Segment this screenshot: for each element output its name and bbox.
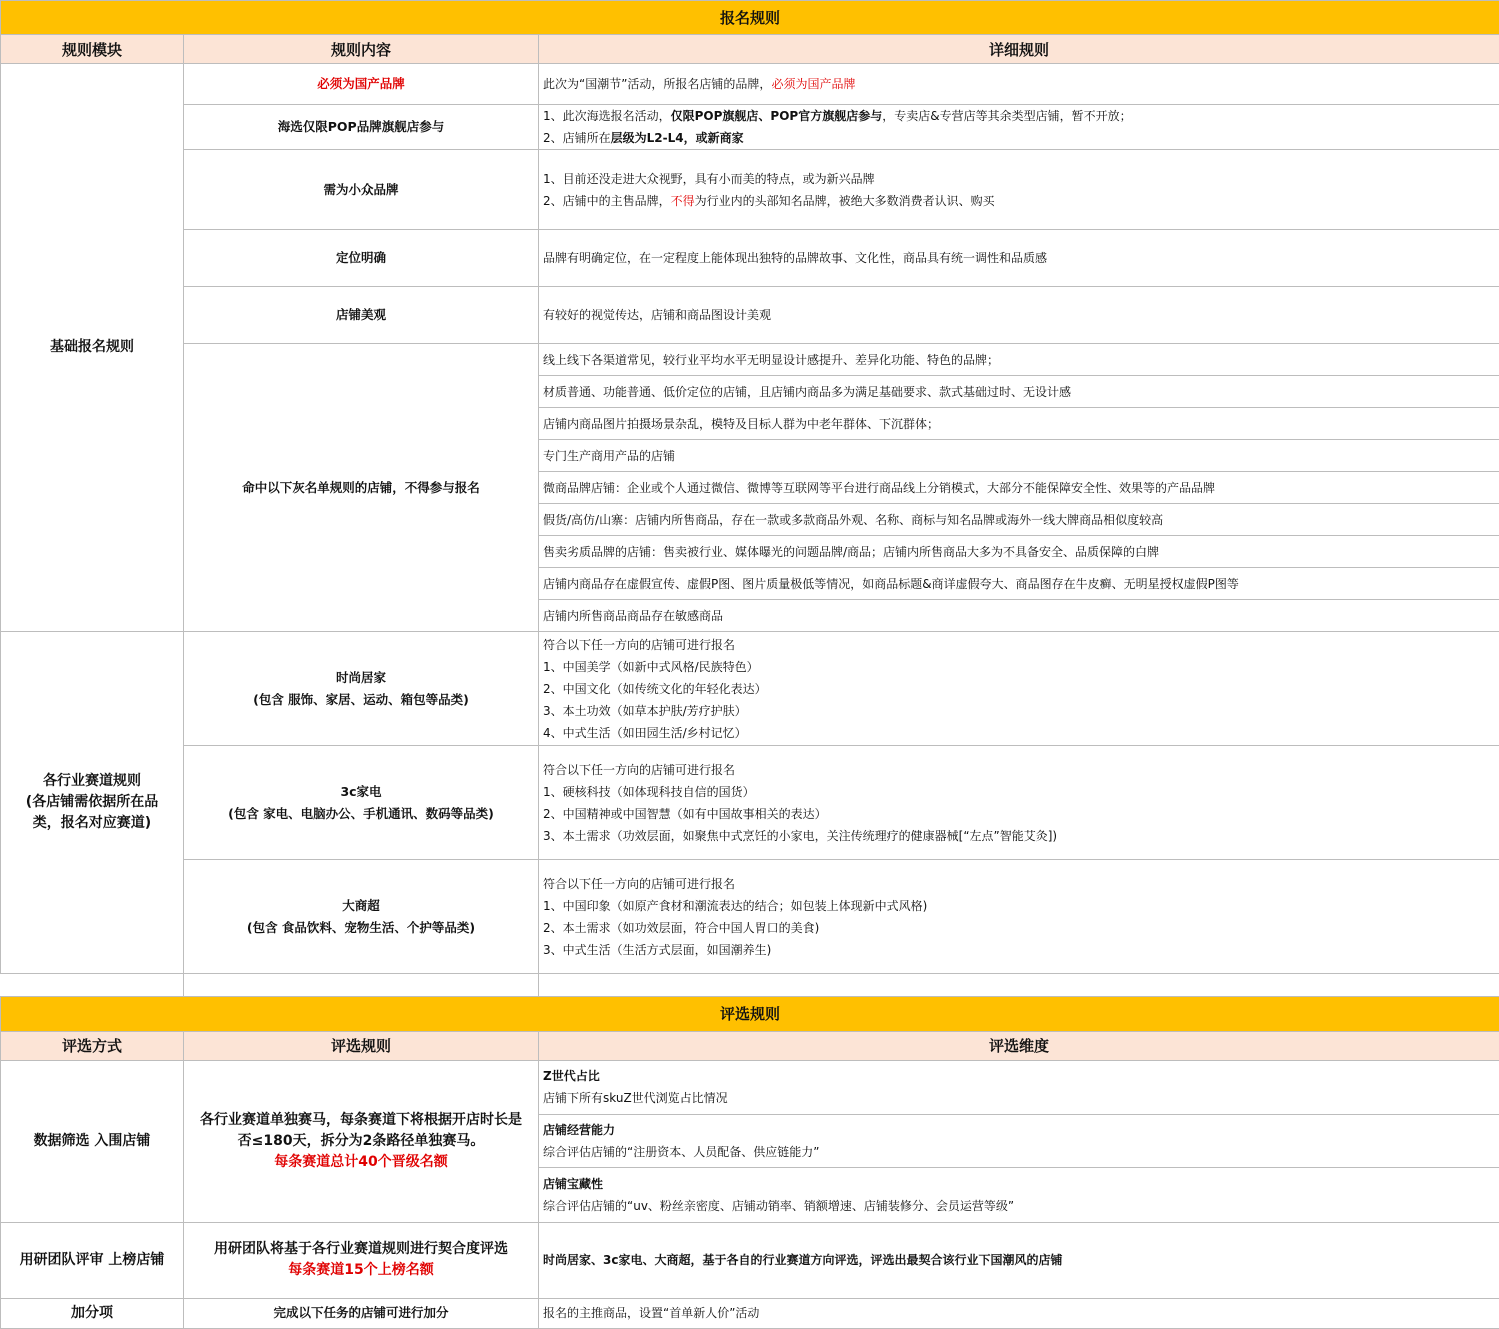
rule-store-look: 店铺美观: [184, 287, 539, 344]
blacklist-item: 店铺内所售商品商品存在敏感商品: [539, 600, 1499, 632]
dim-gen-z: Z世代占比 店铺下所有skuZ世代浏览占比情况: [539, 1060, 1499, 1114]
dim-operation: 店铺经营能力 综合评估店铺的“注册资本、人员配备、供应链能力”: [539, 1114, 1499, 1167]
blacklist-item: 线上线下各渠道常见，较行业平均水平无明显设计感提升、差异化功能、特色的品牌；: [539, 344, 1499, 376]
track-fashion-home-detail: 符合以下任一方向的店铺可进行报名 1、中国美学（如新中式风格/民族特色） 2、中国文化（如传统文化的年轻化表达） 3、本土功效（如草本护肤/芳疗护肤） 4、中式生活（如田园生活/乡村记忆）: [539, 632, 1499, 746]
dim-team-review: 时尚居家、3c家电、大商超，基于各自的行业赛道方向评选，评选出最契合该行业下国潮风的店铺: [539, 1222, 1499, 1298]
table-row: [1, 1222, 1499, 1298]
blacklist-item: 店铺内商品图片拍摄场景杂乱，模特及目标人群为中老年群体、下沉群体；: [539, 408, 1499, 440]
track-3c: 3c家电 (包含 家电、电脑办公、手机通讯、数码等品类): [184, 746, 539, 860]
col-header-method: 评选方式: [1, 1031, 184, 1060]
dim-bonus: 报名的主推商品，设置“首单新人价”活动: [539, 1298, 1499, 1328]
module-industry: 各行业赛道规则 (各店铺需依据所在品 类，报名对应赛道): [1, 632, 184, 974]
blacklist-item: 售卖劣质品牌的店铺：售卖被行业、媒体曝光的问题品牌/商品；店铺内所售商品大多为不具备安全、品质保障的白牌: [539, 536, 1499, 568]
col-header-rule: 规则内容: [184, 35, 539, 64]
blacklist-item: 专门生产商用产品的店铺: [539, 440, 1499, 472]
table-row: [1, 64, 1499, 105]
rule-domestic-brand: 必须为国产品牌: [184, 64, 539, 105]
module-basic: 基础报名规则: [1, 64, 184, 632]
detail-niche-brand: 1、目前还没走进大众视野，具有小而美的特点，或为新兴品牌 2、店铺中的主售品牌，不得为行业内的头部知名品牌，被绝大多数消费者认识、购买: [539, 150, 1499, 230]
rule-bonus: 完成以下任务的店铺可进行加分: [184, 1298, 539, 1328]
rule-team-review: 用研团队将基于各行业赛道规则进行契合度评选 每条赛道15个上榜名额: [184, 1222, 539, 1298]
track-supermarket: 大商超 (包含 食品饮料、宠物生活、个护等品类): [184, 860, 539, 974]
rule-niche-brand: 需为小众品牌: [184, 150, 539, 230]
track-3c-detail: 符合以下任一方向的店铺可进行报名 1、硬核科技（如体现科技自信的国货） 2、中国精神或中国智慧（如有中国故事相关的表达） 3、本土需求（功效层面，如聚焦中式烹饪的小家电，关注传统理疗的健康器械[“左点”智能艾灸]): [539, 746, 1499, 860]
detail-pop-flagship: 1、此次海选报名活动，仅限POP旗舰店、POP官方旗舰店参与，专卖店&专营店等其余类型店铺，暂不开放； 2、店铺所在层级为L2-L4，或新商家: [539, 105, 1499, 150]
selection-rules-table: [0, 996, 1499, 1329]
spacer-row: [1, 974, 1499, 996]
selection-title: 评选规则: [1, 996, 1499, 1031]
table-row: [1, 230, 1499, 287]
table-row: [1, 746, 1499, 860]
table-row: [1, 1298, 1499, 1328]
rule-pop-flagship: 海选仅限POP品牌旗舰店参与: [184, 105, 539, 150]
detail-store-look: 有较好的视觉传达，店铺和商品图设计美观: [539, 287, 1499, 344]
table-row: [1, 860, 1499, 974]
signup-title: 报名规则: [1, 1, 1499, 35]
detail-domestic-brand: 此次为“国潮节”活动，所报名店铺的品牌，必须为国产品牌: [539, 64, 1499, 105]
rule-data-screen: 各行业赛道单独赛马，每条赛道下将根据开店时长是 否≤180天，拆分为2条路径单独赛马。 每条赛道总计40个晋级名额: [184, 1060, 539, 1222]
rule-positioning: 定位明确: [184, 230, 539, 287]
blacklist-item: 微商品牌店铺：企业或个人通过微信、微博等互联网等平台进行商品线上分销模式，大部分不能保障安全性、效果等的产品品牌: [539, 472, 1499, 504]
table-row: [1, 287, 1499, 344]
table-row: [1, 105, 1499, 150]
method-data-screen: 数据筛选 入围店铺: [1, 1060, 184, 1222]
col-header-detail: 详细规则: [539, 35, 1499, 64]
blacklist-item: 店铺内商品存在虚假宣传、虚假P图、图片质量极低等情况，如商品标题&商详虚假夸大、商品图存在牛皮癣、无明星授权虚假P图等: [539, 568, 1499, 600]
table-row: [1, 632, 1499, 746]
blacklist-item: 材质普通、功能普通、低价定位的店铺，且店铺内商品多为满足基础要求、款式基础过时、无设计感: [539, 376, 1499, 408]
col-header-module: 规则模块: [1, 35, 184, 64]
blacklist-item: 假货/高仿/山寨：店铺内所售商品，存在一款或多款商品外观、名称、商标与知名品牌或海外一线大牌商品相似度较高: [539, 504, 1499, 536]
table-row: [1, 150, 1499, 230]
method-team-review: 用研团队评审 上榜店铺: [1, 1222, 184, 1298]
detail-positioning: 品牌有明确定位，在一定程度上能体现出独特的品牌故事、文化性，商品具有统一调性和品质感: [539, 230, 1499, 287]
rule-blacklist: 命中以下灰名单规则的店铺，不得参与报名: [184, 344, 539, 632]
dim-treasure: 店铺宝藏性 综合评估店铺的“uv、粉丝亲密度、店铺动销率、销额增速、店铺装修分、会员运营等级”: [539, 1167, 1499, 1222]
track-supermarket-detail: 符合以下任一方向的店铺可进行报名 1、中国印象（如原产食材和潮流表达的结合；如包装上体现新中式风格) 2、本土需求（如功效层面，符合中国人胃口的美食) 3、中式生活（生活方式层面，如国潮养生): [539, 860, 1499, 974]
method-bonus: 加分项: [1, 1298, 184, 1328]
table-row: [1, 1060, 1499, 1114]
table-row: [1, 344, 1499, 376]
track-fashion-home: 时尚居家 (包含 服饰、家居、运动、箱包等品类): [184, 632, 539, 746]
col-header-sel-rule: 评选规则: [184, 1031, 539, 1060]
col-header-dimension: 评选维度: [539, 1031, 1499, 1060]
